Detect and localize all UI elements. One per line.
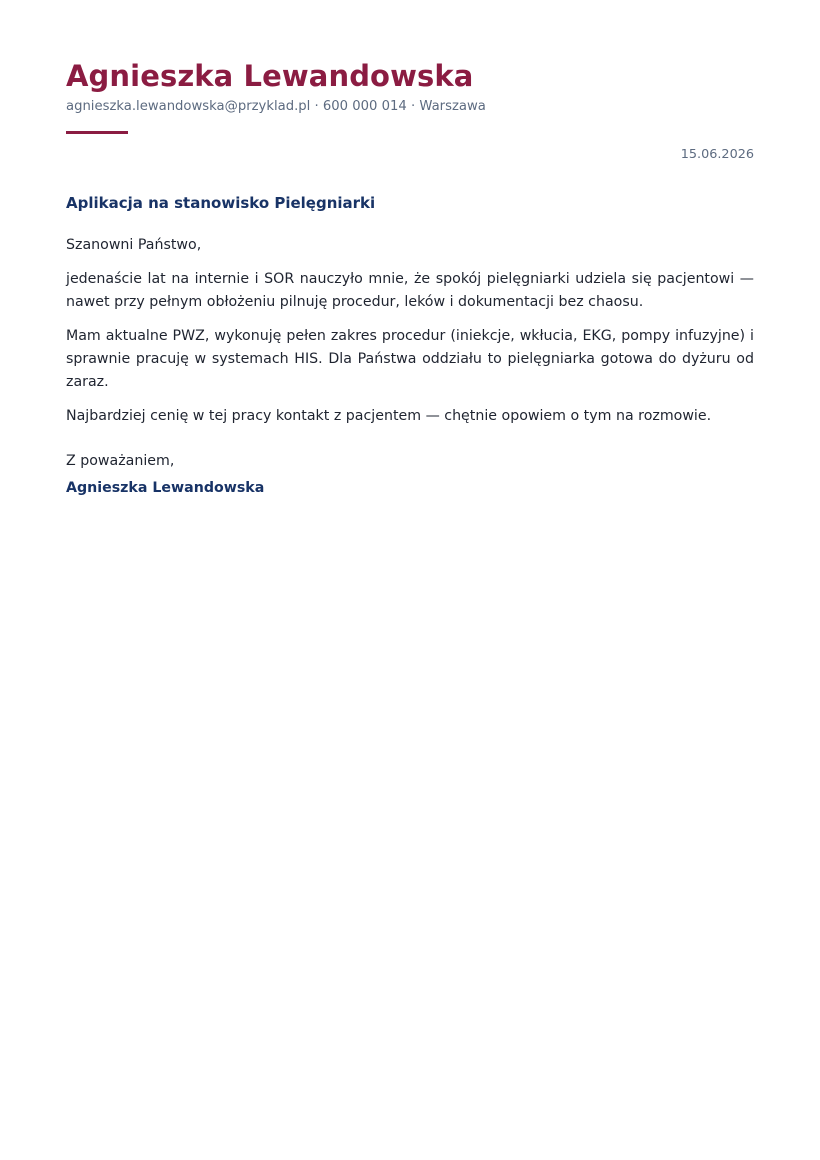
letter-date: 15.06.2026 <box>680 147 754 162</box>
body-paragraph-2: Mam aktualne PWZ, wykonuję pełen zakres procedur (iniekcje, wkłucia, EKG, pompy infuzyjne) i sprawnie pracuję w systemach HIS. Dla Państwa oddziału to pielęgniarka gotowa do dyżuru od zaraz. <box>66 328 754 390</box>
closing-line: Z poważaniem, <box>66 453 175 469</box>
body-paragraph-3: Najbardziej cenię w tej pracy kontakt z pacjentem — chętnie opowiem o tym na rozmowie. <box>66 408 712 424</box>
applicant-name: Agnieszka Lewandowska <box>66 59 474 93</box>
signature-name: Agnieszka Lewandowska <box>66 480 265 496</box>
contact-line: agnieszka.lewandowska@przyklad.pl · 600 000 014 · Warszawa <box>66 99 486 114</box>
body-paragraph-1: jedenaście lat na internie i SOR nauczyło mnie, że spokój pielęgniarki udziela się pacjentowi — nawet przy pełnym obłożeniu pilnuję procedur, leków i dokumentacji bez chaosu. <box>66 271 754 310</box>
accent-divider <box>66 131 128 134</box>
letter-subject: Aplikacja na stanowisko Pielęgniarki <box>66 194 376 212</box>
salutation: Szanowni Państwo, <box>66 237 202 253</box>
